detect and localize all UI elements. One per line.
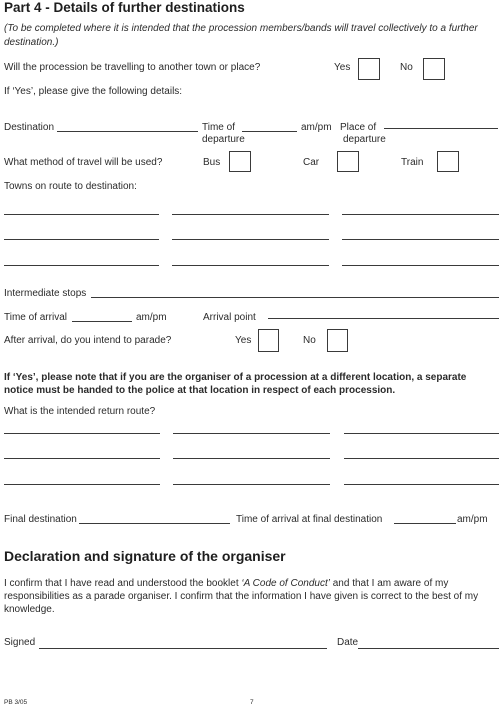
part4-intro: (To be completed where it is intended that the procession members/bands will travel collectively to a further destination.) bbox=[4, 23, 478, 48]
towns-line[interactable] bbox=[342, 239, 499, 240]
towns-line[interactable] bbox=[4, 214, 159, 215]
car-label: Car bbox=[303, 157, 320, 168]
signed-label: Signed bbox=[4, 637, 36, 648]
car-checkbox[interactable] bbox=[337, 151, 359, 172]
departure-ampm: am/pm bbox=[301, 122, 332, 133]
destination-label: Destination bbox=[4, 122, 55, 133]
separate-notice: If ‘Yes’, please note that if you are the organiser of a procession at a different location, a separate notice must be handed to the police at that location in respect of each procession. bbox=[4, 372, 467, 396]
return-route-line[interactable] bbox=[4, 484, 160, 485]
date-label: Date bbox=[337, 637, 359, 648]
travel-no-checkbox[interactable] bbox=[423, 58, 445, 80]
signature-field[interactable] bbox=[39, 648, 327, 649]
destination-field[interactable] bbox=[57, 131, 198, 132]
return-route-line[interactable] bbox=[344, 458, 499, 459]
date-field[interactable] bbox=[358, 648, 499, 649]
parade-no-label: No bbox=[303, 335, 316, 346]
final-destination-label: Final destination bbox=[4, 514, 77, 525]
return-route-line[interactable] bbox=[173, 484, 330, 485]
departure-time-field[interactable] bbox=[242, 131, 297, 132]
train-checkbox[interactable] bbox=[437, 151, 459, 172]
return-route-line[interactable] bbox=[173, 433, 330, 434]
towns-line[interactable] bbox=[172, 265, 329, 266]
place-of-departure-field[interactable] bbox=[384, 128, 498, 129]
towns-line[interactable] bbox=[4, 239, 159, 240]
return-route-label: What is the intended return route? bbox=[4, 406, 156, 417]
arrival-point-label: Arrival point bbox=[203, 312, 256, 323]
travel-question: Will the procession be travelling to another town or place? bbox=[4, 62, 261, 73]
parade-yes-checkbox[interactable] bbox=[258, 329, 279, 352]
bus-label: Bus bbox=[203, 157, 221, 168]
departure-label: departure bbox=[202, 134, 245, 145]
intermediate-label: Intermediate stops bbox=[4, 288, 87, 299]
place-departure-label: departure bbox=[343, 134, 386, 145]
if-yes-details: If ‘Yes’, please give the following details: bbox=[4, 86, 183, 97]
towns-line[interactable] bbox=[342, 214, 499, 215]
return-route-line[interactable] bbox=[4, 433, 160, 434]
final-arrival-time-field[interactable] bbox=[394, 523, 456, 524]
parade-no-checkbox[interactable] bbox=[327, 329, 348, 352]
final-arrival-ampm: am/pm bbox=[457, 514, 488, 525]
declaration-text-before: I confirm that I have read and understood the booklet bbox=[4, 578, 242, 589]
declaration-text-after: and that I am aware of my responsibilities as a parade organiser. I confirm that the information I have given is correct to the best of my knowledge. bbox=[4, 578, 479, 615]
travel-no-label: No bbox=[400, 62, 413, 73]
towns-line[interactable] bbox=[172, 239, 329, 240]
towns-line[interactable] bbox=[342, 265, 499, 266]
bus-checkbox[interactable] bbox=[229, 151, 251, 172]
arrival-ampm: am/pm bbox=[136, 312, 167, 323]
towns-line[interactable] bbox=[4, 265, 159, 266]
intermediate-field[interactable] bbox=[91, 297, 499, 298]
arrival-point-field[interactable] bbox=[268, 318, 499, 319]
towns-line[interactable] bbox=[172, 214, 329, 215]
return-route-line[interactable] bbox=[344, 484, 499, 485]
method-question: What method of travel will be used? bbox=[4, 157, 163, 168]
train-label: Train bbox=[401, 157, 424, 168]
travel-yes-label: Yes bbox=[334, 62, 351, 73]
final-arrival-label: Time of arrival at final destination bbox=[236, 514, 383, 525]
travel-yes-checkbox[interactable] bbox=[358, 58, 380, 80]
form-code: PB 3/05 bbox=[4, 699, 28, 706]
arrival-time-label: Time of arrival bbox=[4, 312, 67, 323]
page-number: 7 bbox=[250, 699, 254, 706]
return-route-line[interactable] bbox=[4, 458, 160, 459]
declaration-title: Declaration and signature of the organiser bbox=[4, 548, 286, 564]
part4-title: Part 4 - Details of further destinations bbox=[4, 0, 245, 15]
return-route-line[interactable] bbox=[173, 458, 330, 459]
booklet-title: ‘A Code of Conduct’ bbox=[241, 578, 330, 589]
towns-label: Towns on route to destination: bbox=[4, 181, 137, 192]
parade-question: After arrival, do you intend to parade? bbox=[4, 335, 172, 346]
declaration-text bbox=[4, 577, 498, 616]
return-route-line[interactable] bbox=[344, 433, 499, 434]
parade-yes-label: Yes bbox=[235, 335, 252, 346]
place-of-label: Place of bbox=[340, 122, 377, 133]
arrival-time-field[interactable] bbox=[72, 321, 132, 322]
final-destination-field[interactable] bbox=[79, 523, 230, 524]
time-of-label: Time of bbox=[202, 122, 235, 133]
